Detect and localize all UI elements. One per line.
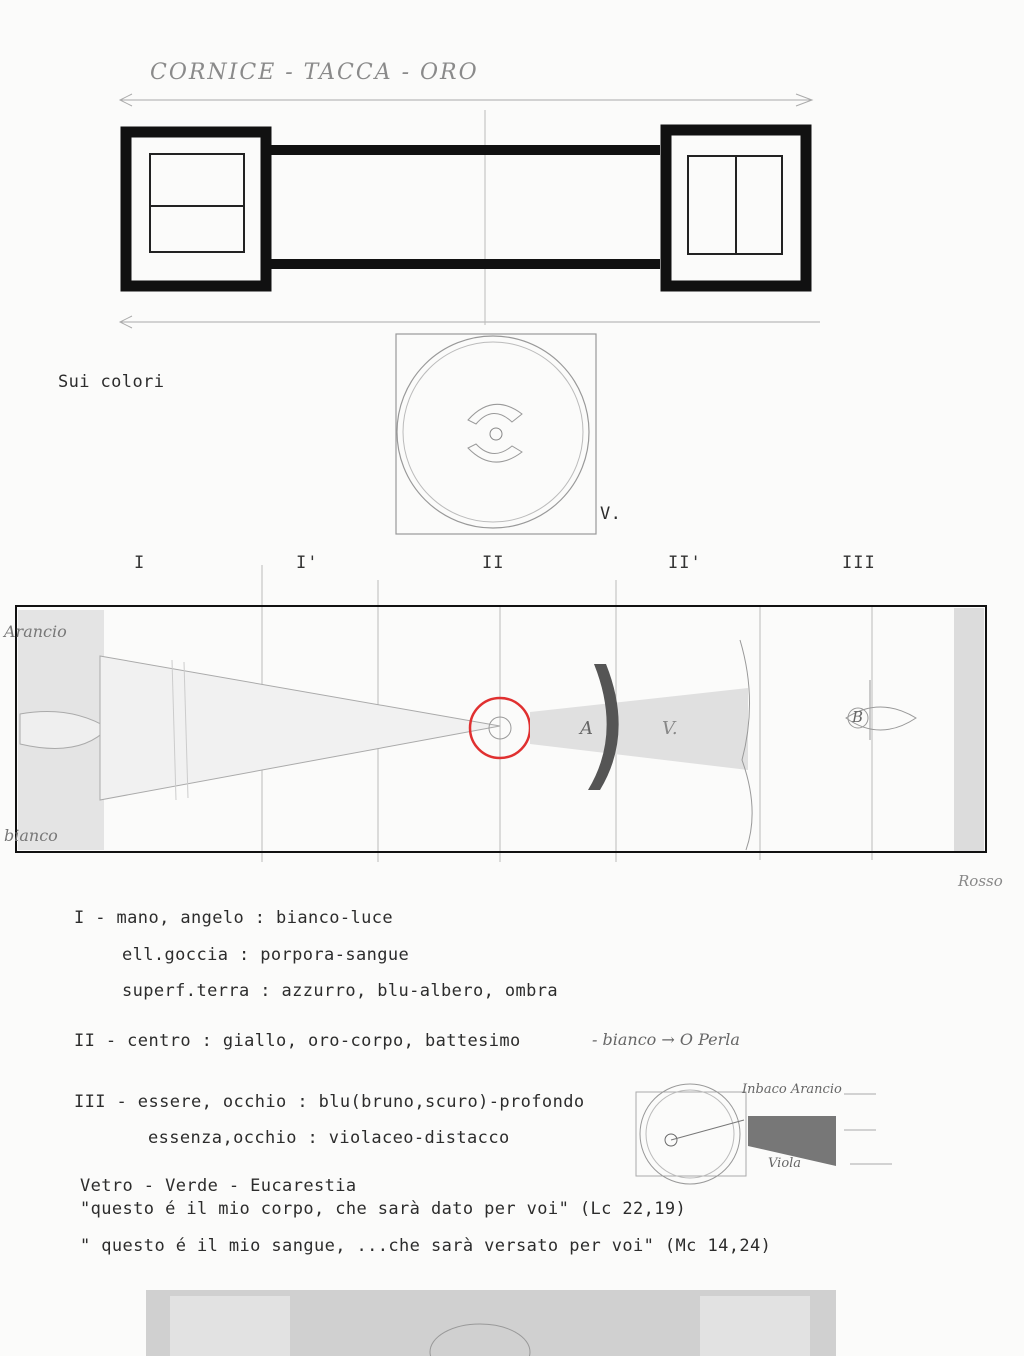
zone-label-2-prime: II' bbox=[668, 553, 702, 573]
note-line-7: Vetro - Verde - Eucarestia bbox=[80, 1176, 357, 1196]
zone-label-1-prime: I' bbox=[296, 553, 319, 573]
eye-sketch-label-top: Inbaco Arancio bbox=[742, 1082, 842, 1097]
glass-roundel bbox=[396, 334, 596, 534]
panel-right-label: Rosso bbox=[958, 872, 1003, 890]
zone-panel bbox=[16, 565, 986, 862]
panel-left-bottom-label: bianco bbox=[4, 826, 58, 845]
panel-element-b: B bbox=[852, 708, 864, 726]
zone-label-3: III bbox=[842, 553, 876, 573]
glass-label: V. bbox=[600, 504, 622, 524]
eye-sketch-label-bottom: Viola bbox=[768, 1156, 802, 1171]
note-line-4-handwritten: - bianco → O Perla bbox=[592, 1030, 740, 1049]
panel-element-a: A bbox=[580, 718, 593, 739]
note-line-4: II - centro : giallo, oro-corpo, battesimo bbox=[74, 1031, 521, 1051]
note-line-5: III - essere, occhio : blu(bruno,scuro)-profondo bbox=[74, 1092, 585, 1112]
bottom-sketch bbox=[146, 1290, 836, 1356]
zone-label-1: I bbox=[134, 553, 146, 573]
note-line-2: ell.goccia : porpora-sangue bbox=[122, 945, 410, 965]
panel-element-v: V. bbox=[662, 718, 678, 739]
section-heading: Sui colori bbox=[58, 372, 165, 392]
note-line-1: I - mano, angelo : bianco-luce bbox=[74, 908, 394, 928]
zone-label-2: II bbox=[482, 553, 505, 573]
note-line-8: "questo é il mio corpo, che sarà dato per voi" (Lc 22,19) bbox=[80, 1199, 687, 1219]
note-line-3: superf.terra : azzurro, blu-albero, ombra bbox=[122, 981, 559, 1001]
frame-title: CORNICE - TACCA - ORO bbox=[150, 60, 479, 85]
panel-left-top-label: Arancio bbox=[4, 622, 67, 641]
eye-sketch bbox=[636, 1084, 892, 1184]
note-line-9: " questo é il mio sangue, ...che sarà versato per voi" (Mc 14,24) bbox=[80, 1236, 772, 1256]
frame-drawing bbox=[120, 94, 820, 328]
note-line-6: essenza,occhio : violaceo-distacco bbox=[148, 1128, 510, 1148]
